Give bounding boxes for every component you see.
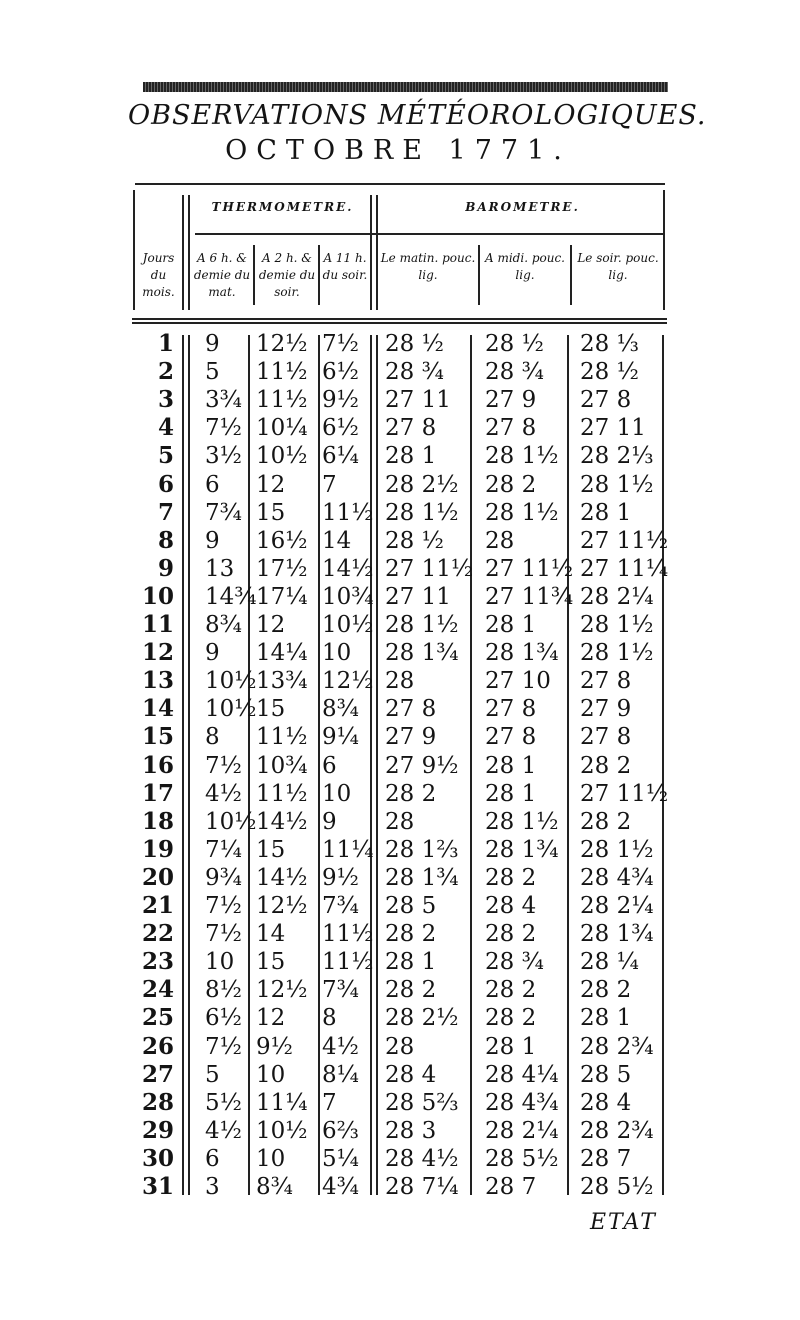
baro-noon-cell: 27 10	[485, 668, 551, 695]
day-cell: 21	[141, 892, 174, 919]
thermo-afternoon-cell: 9½	[256, 1033, 293, 1060]
day-cell: 31	[141, 1173, 174, 1200]
baro-evening-cell: 28 ¼	[580, 949, 639, 976]
baro-noon-cell: 28 2¼	[485, 1117, 559, 1144]
thermo-evening-cell: 8¾	[322, 696, 359, 723]
thermo-evening-cell: 10	[322, 640, 352, 667]
baro-noon-cell: 28 2	[485, 471, 537, 498]
day-cell: 6	[157, 470, 174, 498]
table-row	[0, 414, 800, 442]
baro-evening-cell: 28 1	[580, 499, 632, 526]
day-cell: 10	[141, 582, 174, 610]
table-row	[0, 976, 800, 1004]
baro-evening-cell: 27 11½	[580, 527, 669, 554]
baro-noon-cell: 28 4	[485, 893, 537, 919]
table-row	[0, 386, 800, 414]
baro-morning-cell: 28 3	[385, 1117, 437, 1144]
baro-evening-cell: 28 2¼	[580, 583, 654, 610]
baro-morning-cell: 28 2½	[385, 471, 459, 498]
baro-morning-cell: 28 1⅔	[385, 836, 459, 863]
thermo-afternoon-cell: 15	[256, 499, 286, 526]
thermo-evening-cell: 4¾	[322, 1174, 359, 1200]
baro-evening-cell: 28 2¾	[580, 1033, 654, 1060]
table-row	[0, 358, 800, 386]
day-cell: 27	[141, 1060, 174, 1088]
baro-noon-cell: 28 1	[485, 1033, 537, 1060]
baro-evening-cell: 27 11½	[580, 780, 669, 807]
thermo-morning-cell: 10	[205, 949, 235, 976]
baro-noon-cell: 28 5½	[485, 1145, 559, 1172]
baro-evening-cell: 27 8	[580, 387, 632, 414]
thermo-morning-cell: 7½	[205, 1033, 242, 1060]
thermo-afternoon-cell: 10	[256, 1061, 286, 1088]
thermo-morning-cell: 9	[205, 527, 220, 554]
table-row	[0, 1004, 800, 1032]
day-cell: 20	[141, 863, 174, 891]
thermo-afternoon-cell: 13¾	[256, 668, 308, 695]
thermo-col-divider-1	[253, 245, 255, 305]
table-row	[0, 1033, 800, 1061]
thermo-evening-cell: 10	[322, 780, 352, 807]
ornamental-rule	[143, 82, 668, 92]
day-cell: 11	[141, 611, 174, 638]
thermo-morning-cell: 9	[205, 640, 220, 667]
table-row	[0, 780, 800, 808]
baro-morning-cell: 28 ½	[385, 527, 444, 554]
baro-evening-cell: 27 8	[580, 724, 632, 751]
thermo-afternoon-cell: 11½	[256, 724, 308, 751]
baro-evening-cell: 28 1½	[580, 612, 654, 638]
thermo-morning-cell: 7½	[205, 415, 242, 442]
thermo-afternoon-cell: 11½	[256, 387, 308, 414]
baro-noon-cell: 27 11½	[485, 555, 574, 582]
thermo-evening-cell: 10½	[322, 612, 374, 638]
thermo-evening-cell: 7	[322, 1089, 337, 1116]
baro-evening-cell: 27 9	[580, 696, 632, 723]
baro-noon-cell: 28 1	[485, 780, 537, 807]
thermo-evening-cell: 9	[322, 808, 337, 835]
thermo-afternoon-cell: 14	[256, 921, 286, 948]
thermo-evening-cell: 6	[322, 752, 337, 779]
table-row	[0, 555, 800, 583]
baro-evening-cell: 28 ½	[580, 359, 639, 386]
thermo-evening-cell: 14½	[322, 555, 374, 582]
day-cell: 13	[141, 667, 174, 695]
baro-noon-cell: 28 ¾	[485, 359, 544, 386]
thermo-morning-cell: 10½	[205, 808, 257, 835]
baro-morning-cell: 28 1½	[385, 499, 459, 526]
thermo-evening-cell: 10¾	[322, 583, 374, 610]
baro-noon-cell: 28 2	[485, 921, 537, 948]
group-header-thermometre: THERMOMETRE.	[211, 200, 354, 214]
baro-morning-cell: 27 9½	[385, 752, 459, 779]
thermo-evening-cell: 6¼	[322, 443, 359, 470]
baro-evening-cell: 28 4	[580, 1089, 632, 1116]
thermo-morning-cell: 7¼	[205, 836, 242, 863]
header-bottom-rule	[132, 318, 667, 320]
baro-morning-cell: 27 11½	[385, 555, 474, 582]
thermo-afternoon-cell: 10¾	[256, 752, 308, 779]
baro-noon-cell: 28 1	[485, 612, 537, 638]
baro-morning-cell: 28 2	[385, 977, 437, 1004]
baro-noon-cell: 28 1¾	[485, 836, 559, 863]
baro-noon-cell: 28 1½	[485, 443, 559, 470]
thermo-afternoon-cell: 12	[256, 612, 286, 638]
thermo-evening-cell: 11½	[322, 499, 374, 526]
thermo-evening-cell: 8	[322, 1005, 337, 1032]
table-row	[0, 723, 800, 751]
thermo-afternoon-cell: 14¼	[256, 640, 308, 667]
baro-noon-cell: 28 1½	[485, 808, 559, 835]
baro-noon-cell: 28 2	[485, 864, 537, 891]
thermo-afternoon-cell: 12	[256, 1005, 286, 1032]
day-cell: 14	[141, 695, 174, 723]
table-row	[0, 695, 800, 723]
baro-noon-cell: 28 2	[485, 1005, 537, 1032]
group-header-rule	[195, 233, 665, 235]
baro-col-divider-1	[478, 245, 480, 305]
header-bottom-rule-2	[132, 322, 667, 324]
table-row	[0, 1089, 800, 1117]
thermo-morning-cell: 6	[205, 471, 220, 498]
thermo-evening-cell: 5¼	[322, 1145, 359, 1172]
thermo-afternoon-cell: 8¾	[256, 1174, 293, 1200]
day-cell: 23	[141, 948, 174, 976]
baro-morning-cell: 28 1½	[385, 612, 459, 638]
table-row	[0, 920, 800, 948]
thermo-evening-cell: 14	[322, 527, 352, 554]
thermo-evening-cell: 7¾	[322, 977, 359, 1004]
group-header-barometre: BAROMETRE.	[465, 200, 580, 214]
baro-col-divider-2	[570, 245, 572, 305]
catchword: ETAT	[590, 1210, 657, 1235]
baro-noon-cell: 28 7	[485, 1174, 537, 1200]
thermo-evening-cell: 9½	[322, 387, 359, 414]
table-row	[0, 808, 800, 836]
table-row	[0, 639, 800, 667]
day-cell: 18	[141, 807, 174, 835]
baro-morning-cell: 27 8	[385, 696, 437, 723]
table-row	[0, 752, 800, 780]
table-row	[0, 1173, 800, 1201]
table-row	[0, 892, 800, 920]
baro-morning-cell: 28 ½	[385, 331, 444, 357]
table-row	[0, 1145, 800, 1173]
baro-morning-cell: 28	[385, 668, 415, 695]
thermo-afternoon-cell: 17¼	[256, 583, 308, 610]
baro-morning-cell: 28 2½	[385, 1005, 459, 1032]
day-cell: 12	[141, 639, 174, 667]
thermo-evening-cell: 9½	[322, 864, 359, 891]
baro-evening-cell: 28 7	[580, 1145, 632, 1172]
thermo-afternoon-cell: 11¼	[256, 1089, 308, 1116]
thermo-afternoon-cell: 10½	[256, 443, 308, 470]
day-cell: 3	[157, 386, 174, 414]
thermo-afternoon-cell: 17½	[256, 555, 308, 582]
thermo-evening-cell: 4½	[322, 1033, 359, 1060]
thermo-afternoon-cell: 14½	[256, 864, 308, 891]
thermo-morning-cell: 7½	[205, 752, 242, 779]
thermo-afternoon-cell: 12	[256, 471, 286, 498]
table-row	[0, 948, 800, 976]
thermo-morning-cell: 10½	[205, 668, 257, 695]
thermo-afternoon-cell: 16½	[256, 527, 308, 554]
baro-morning-cell: 27 9	[385, 724, 437, 751]
thermo-morning-cell: 8½	[205, 977, 242, 1004]
baro-noon-cell: 28 4¾	[485, 1089, 559, 1116]
thermo-morning-cell: 8¾	[205, 612, 242, 638]
baro-morning-cell: 28 2	[385, 780, 437, 807]
baro-evening-cell: 28 2	[580, 808, 632, 835]
thermo-morning-cell: 5	[205, 1061, 220, 1088]
page-subtitle: OCTOBRE 1771.	[225, 135, 571, 166]
baro-noon-cell: 28	[485, 527, 515, 554]
thermo-morning-cell: 3¾	[205, 387, 242, 414]
baro-noon-cell: 28 1½	[485, 499, 559, 526]
baro-morning-cell: 28	[385, 808, 415, 835]
thermo-morning-cell: 9¾	[205, 864, 242, 891]
thermo-afternoon-cell: 11½	[256, 359, 308, 386]
day-cell: 9	[157, 554, 174, 582]
baro-noon-cell: 28 1¾	[485, 640, 559, 667]
thermo-evening-cell: 7½	[322, 331, 359, 357]
baro-evening-cell: 28 1	[580, 1005, 632, 1032]
day-cell: 25	[141, 1004, 174, 1032]
thermo-morning-cell: 7½	[205, 893, 242, 919]
table-row	[0, 499, 800, 527]
day-cell: 5	[157, 442, 174, 470]
day-cell: 28	[141, 1088, 174, 1116]
thermo-morning-cell: 10½	[205, 696, 257, 723]
baro-evening-cell: 28 1½	[580, 836, 654, 863]
baro-evening-cell: 28 2¾	[580, 1117, 654, 1144]
table-row	[0, 583, 800, 611]
baro-evening-cell: 28 2¼	[580, 893, 654, 919]
thermo-afternoon-cell: 11½	[256, 780, 308, 807]
baro-noon-cell: 28 ½	[485, 331, 544, 357]
col-header-day: Jours du mois.	[142, 251, 175, 299]
thermo-evening-cell: 12½	[322, 668, 374, 695]
day-cell: 19	[141, 835, 174, 863]
thermo-morning-cell: 7¾	[205, 499, 242, 526]
baro-morning-cell: 28 5	[385, 893, 437, 919]
baro-evening-cell: 28 1½	[580, 471, 654, 498]
baro-evening-cell: 28 4¾	[580, 864, 654, 891]
table-row	[0, 1117, 800, 1145]
baro-morning-cell: 28 4	[385, 1061, 437, 1088]
thermo-morning-cell: 7½	[205, 921, 242, 948]
day-cell: 17	[141, 779, 174, 807]
day-cell: 22	[141, 920, 174, 948]
baro-noon-cell: 27 9	[485, 387, 537, 414]
baro-morning-cell: 28 1	[385, 443, 437, 470]
thermo-morning-cell: 3	[205, 1174, 220, 1200]
table-row	[0, 864, 800, 892]
thermo-morning-cell: 9	[205, 331, 220, 357]
baro-noon-cell: 28 1	[485, 752, 537, 779]
thermo-afternoon-cell: 14½	[256, 808, 308, 835]
thermo-col-divider-2	[318, 245, 320, 305]
thermo-morning-cell: 3½	[205, 443, 242, 470]
thermo-morning-cell: 5½	[205, 1089, 242, 1116]
baro-evening-cell: 28 2⅓	[580, 443, 654, 470]
thermo-evening-cell: 7¾	[322, 893, 359, 919]
day-cell: 26	[141, 1032, 174, 1060]
day-cell: 29	[141, 1116, 174, 1144]
baro-noon-cell: 27 8	[485, 696, 537, 723]
thermo-morning-cell: 4½	[205, 1117, 242, 1144]
thermo-morning-cell: 8	[205, 724, 220, 751]
thermo-afternoon-cell: 15	[256, 949, 286, 976]
thermo-morning-cell: 6	[205, 1145, 220, 1172]
baro-evening-cell: 27 11	[580, 415, 646, 442]
table-row	[0, 611, 800, 639]
day-cell: 4	[157, 414, 174, 442]
baro-noon-cell: 27 8	[485, 415, 537, 442]
table-row	[0, 667, 800, 695]
col-header-b-morning: Le matin. pouc. lig.	[380, 251, 476, 282]
thermo-evening-cell: 11½	[322, 921, 374, 948]
group-divider	[370, 195, 378, 310]
table-top-rule	[135, 183, 665, 185]
table-row	[0, 1061, 800, 1089]
col-header-t-evening: A 11 h. du soir.	[322, 251, 368, 282]
thermo-evening-cell: 7	[322, 471, 337, 498]
thermo-afternoon-cell: 15	[256, 836, 286, 863]
col-header-t-afternoon: A 2 h. & demie du soir.	[258, 251, 316, 299]
thermo-afternoon-cell: 10	[256, 1145, 286, 1172]
baro-morning-cell: 27 11	[385, 387, 451, 414]
thermo-afternoon-cell: 10½	[256, 1117, 308, 1144]
thermo-evening-cell: 6½	[322, 415, 359, 442]
day-cell: 16	[141, 751, 174, 779]
baro-morning-cell: 27 11	[385, 583, 451, 610]
table-row	[0, 471, 800, 499]
baro-evening-cell: 28 5	[580, 1061, 632, 1088]
day-cell: 1	[157, 330, 174, 357]
baro-morning-cell: 28 7¼	[385, 1174, 459, 1200]
day-cell: 30	[141, 1144, 174, 1172]
thermo-afternoon-cell: 12½	[256, 893, 308, 919]
baro-morning-cell: 28 1	[385, 949, 437, 976]
day-cell: 15	[141, 723, 174, 751]
thermo-morning-cell: 14¾	[205, 583, 257, 610]
baro-morning-cell: 28 1¾	[385, 640, 459, 667]
baro-morning-cell: 28 1¾	[385, 864, 459, 891]
day-cell: 24	[141, 976, 174, 1004]
table-row	[0, 527, 800, 555]
day-cell: 2	[157, 358, 174, 386]
day-cell: 7	[157, 498, 174, 526]
baro-evening-cell: 28 1½	[580, 640, 654, 667]
table-row	[0, 836, 800, 864]
thermo-evening-cell: 9¼	[322, 724, 359, 751]
col-header-b-noon: A midi. pouc. lig.	[484, 251, 565, 282]
thermo-morning-cell: 6½	[205, 1005, 242, 1032]
baro-noon-cell: 28 2	[485, 977, 537, 1004]
thermo-afternoon-cell: 12½	[256, 977, 308, 1004]
thermo-evening-cell: 11¼	[322, 836, 374, 863]
thermo-morning-cell: 13	[205, 555, 235, 582]
page-title: OBSERVATIONS MÉTÉOROLOGIQUES.	[128, 100, 707, 131]
thermo-evening-cell: 6⅔	[322, 1117, 359, 1144]
table-row	[0, 330, 800, 358]
baro-evening-cell: 28 1¾	[580, 921, 654, 948]
thermo-afternoon-cell: 10¼	[256, 415, 308, 442]
baro-noon-cell: 28 ¾	[485, 949, 544, 976]
baro-evening-cell: 28 2	[580, 752, 632, 779]
baro-morning-cell: 28 2	[385, 921, 437, 948]
baro-evening-cell: 28 5½	[580, 1174, 654, 1200]
baro-noon-cell: 27 11¾	[485, 583, 574, 610]
col-header-b-evening: Le soir. pouc. lig.	[577, 251, 659, 282]
baro-morning-cell: 27 8	[385, 415, 437, 442]
baro-evening-cell: 27 11¼	[580, 555, 669, 582]
baro-noon-cell: 28 4¼	[485, 1061, 559, 1088]
baro-morning-cell: 28 5⅔	[385, 1089, 459, 1116]
thermo-evening-cell: 8¼	[322, 1061, 359, 1088]
thermo-morning-cell: 5	[205, 359, 220, 386]
baro-evening-cell: 28 ⅓	[580, 331, 639, 357]
day-column-divider	[182, 195, 190, 310]
col-header-t-morning: A 6 h. & demie du mat.	[193, 251, 251, 299]
baro-morning-cell: 28 4½	[385, 1145, 459, 1172]
thermo-evening-cell: 6½	[322, 359, 359, 386]
thermo-morning-cell: 4½	[205, 780, 242, 807]
baro-noon-cell: 27 8	[485, 724, 537, 751]
thermo-evening-cell: 11½	[322, 949, 374, 976]
baro-evening-cell: 27 8	[580, 668, 632, 695]
baro-morning-cell: 28	[385, 1033, 415, 1060]
table-row	[0, 442, 800, 470]
day-cell: 8	[157, 526, 174, 554]
thermo-afternoon-cell: 15	[256, 696, 286, 723]
baro-evening-cell: 28 2	[580, 977, 632, 1004]
thermo-afternoon-cell: 12½	[256, 331, 308, 357]
baro-morning-cell: 28 ¾	[385, 359, 444, 386]
